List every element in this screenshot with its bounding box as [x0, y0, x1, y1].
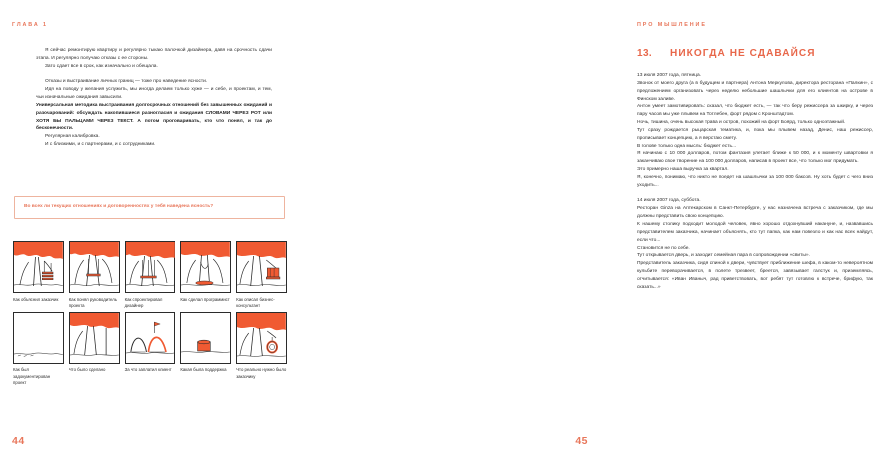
chapter-title: НИКОГДА НЕ СДАВАЙСЯ — [670, 47, 816, 59]
paragraph-emphasis: Универсальная методика выстраивания долгосрочных отношений без завышенных ожиданий и разочарований: обсуждать накопившиеся разногласия и ожидания СЛОВАМИ ЧЕРЕЗ РОТ или ХОТЯ БЫ ПАЛЬЦАМИ ЧЕРЕЗ ТЕКСТ. А потом проговаривать, кто что понял, и так до бесконечности. — [36, 102, 272, 132]
left-page-body — [36, 47, 272, 149]
right-page — [300, 0, 873, 469]
comic-panel — [69, 241, 120, 309]
paragraph: Отказы и выстраивание личных границ — тоже про наведение ясности. — [45, 79, 208, 85]
page-number-left: 44 — [12, 435, 25, 447]
comic-panel-image-2 — [69, 241, 120, 293]
paragraph: В голове только одна мысль: бюджет есть... — [637, 143, 737, 149]
reflection-question-text: Во всех ли текущих отношениях и договоренностях у тебя наведена ясность? — [24, 204, 214, 209]
comic-panel-caption: Как понял руководитель проекта — [68, 296, 118, 308]
reflection-question-box — [14, 196, 285, 219]
comic-panel-caption: Как спроектировал дизайнер — [124, 296, 163, 308]
comic-panel-image-10 — [236, 312, 287, 364]
paragraph: 14 июля 2007 года, суббота. — [637, 198, 701, 204]
tree-swing-comic-grid — [13, 241, 287, 386]
chapter-number: 13. — [637, 48, 653, 59]
running-head-left: ГЛАВА 1 — [12, 22, 48, 28]
comic-panel-image-6 — [13, 312, 64, 364]
paragraph: Тут открывается дверь, и заходит семейная пара в сопровождении «свиты». — [637, 253, 810, 259]
paragraph: Регулярная калибровка. — [45, 134, 100, 140]
comic-panel-caption: Как объяснил заказчик — [13, 296, 59, 302]
comic-panel-image-9 — [180, 312, 231, 364]
comic-panel — [13, 312, 64, 386]
comic-panel-caption: Как был задокументирован проект — [13, 367, 51, 385]
comic-panel-caption: Что было сделано — [68, 367, 106, 373]
comic-panel-image-4 — [180, 241, 231, 293]
comic-panel — [13, 241, 64, 309]
paragraph: Представитель заказчика, сидя спиной к двери, чувствует приближение шефа, в каком-то невероятном кульбите переворачивается, в полете трезвеет, бреется, завязывает галстук и, приземляясь, отчитывается: «Иван Иваныч, рад приветствовать, вот ребят тут готовлю к встрече, брифую, так сказать...» — [637, 261, 873, 290]
paragraph: Тут сразу рождается рыцарская тематика, и, пока мы плывем назад, Денис, наш режиссер, прописывает концепцию, а я верстаю смету. — [637, 127, 873, 141]
paragraph: К нашему столику подходит молодой человек, явно хорошо отдохнувший накануне, и, назвавшись представителем заказчика, начинает объяснять, кто тут папка, как нам повезло и как нас всех найдут, если что... — [637, 221, 873, 243]
comic-panel-image-1 — [13, 241, 64, 293]
comic-panel-caption: За что заплатил клиент — [124, 367, 172, 373]
paragraph: Ресторан Ginza на Аптекарском в Санкт-Петербурге, у нас назначена встреча с заказчиком, где мы должны представить свою концепцию. — [637, 206, 873, 220]
comic-panel — [236, 312, 287, 386]
comic-panel — [180, 312, 231, 386]
paragraph: 13 июля 2007 года, пятница. — [637, 73, 701, 78]
paragraph: Антон умеет замотивировать: сказал, что бюджет есть, — так что беру режиссера за шкирку, и через пару часов мы уже плывем на Тотлебен, форт рядом с Кронштадтом. — [637, 104, 873, 118]
comic-panel — [125, 241, 176, 309]
paragraph: И с близкими, и с партнерами, и с сотрудниками. — [45, 142, 156, 148]
paragraph: Звонок от моего друга (а в будущем и партнера) Антона Меркулова, директора ресторана «Палкин», с предложением организовать через неделю небольшие шашлычки для его клиентов на острове в Финском заливе. — [637, 80, 873, 102]
comic-panel-caption: Какая была поддержка — [180, 367, 227, 373]
paragraph: Зато сдает все в срок, как изначально и обещала. — [45, 63, 158, 69]
running-head-right: ПРО МЫШЛЕНИЕ — [637, 22, 707, 28]
paragraph: Это примерно наша выручка за квартал. — [637, 167, 729, 173]
comic-panel-image-3 — [125, 241, 176, 293]
comic-panel-caption: Как описал бизнес-консультант — [236, 296, 275, 308]
page-number-right: 45 — [575, 435, 588, 447]
comic-panel-image-5 — [236, 241, 287, 293]
paragraph: Я сейчас ремонтирую квартиру и регулярно тыкаю палочкой дизайнера, давя на срочность сдачи этапа. И регулярно получаю отказы с ее стороны. — [36, 48, 272, 61]
paragraph: Ночь, тишина, очень высокая трава и остров, похожий на форт Боярд, только одноэтажный. — [637, 120, 846, 126]
paragraph: Я начинаю с 10 000 долларов, потом фантазия улетает ближе к 50 000, и к моменту швартовки я заканчиваю свое творение на 100 000 долларов, написав в проект все, что только мог придумать. — [637, 151, 873, 165]
comic-panel-caption: Что реально нужно было заказчику — [236, 367, 287, 379]
chapter-heading — [637, 47, 887, 59]
paragraph: Становится не по себе. — [637, 245, 690, 251]
comic-panel — [125, 312, 176, 386]
comic-panel-image-7 — [69, 312, 120, 364]
paragraph: Идя на поводу у желания услужить, мы иногда делаем только хуже — и себе, и проектам, и тем, чьи изначальные ожидания завысили. — [36, 87, 272, 101]
comic-panel-image-8 — [125, 312, 176, 364]
left-page — [0, 0, 300, 469]
right-page-body — [637, 72, 873, 292]
paragraph: Я, конечно, понимаю, что никто не поедет на шашлычки за 100 000 баксов. Ну хоть будет с чего вниз уходить... — [637, 174, 873, 188]
comic-panel — [236, 241, 287, 309]
comic-panel — [69, 312, 120, 386]
comic-panel — [180, 241, 231, 309]
comic-panel-caption: Как сделал программист — [180, 296, 230, 302]
